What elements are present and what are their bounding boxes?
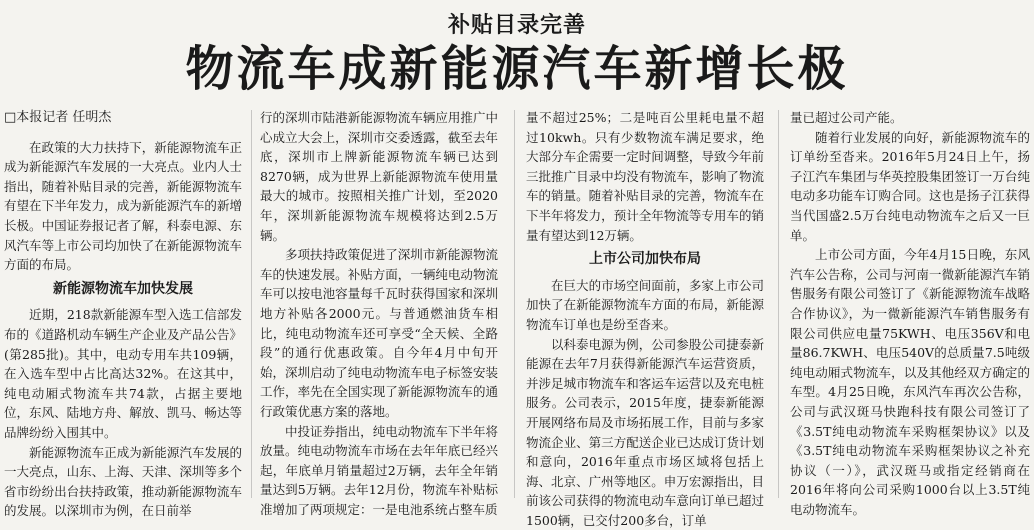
paragraph: 在政策的大力扶持下，新能源物流车正成为新能源汽车发展的一大亮点。业内人士指出，随着补贴目录的完善，新能源物流车有望在下半年发力，成为新能源汽车的新增长极。中国证券报记者了解，科泰电源、东风汽车等上市公司均加快了在新能源物流车方面的布局。: [4, 139, 242, 273]
section-subhead: 新能源物流车加快发展: [53, 280, 193, 297]
article-headline: 物流车成新能源汽车新增长极: [185, 41, 849, 97]
paragraph: 近期，218款新能源车型入选工信部发布的《道路机动车辆生产企业及产品公告》(第285批)。其中，电动专用车共109辆，在入选车型中占比高达32%。在这其中，纯电动厢式物流车共74款，占据主要地位，东风、陆地方舟、解放、凯马、畅达等品牌纷纷入围其中。: [4, 307, 242, 440]
paragraph: 行的深圳市陆港新能源物流车辆应用推广中心成立大会上，深圳市交委透露，截至去年底，深圳市上牌新能源物流车辆已达到8270辆，成为世界上新能源物流车使用量最大的城市。按照相关推广计划，至2020年，深圳新能源物流车规模将达到2.5万辆。: [260, 110, 498, 243]
section-subhead: 上市公司加快布局: [589, 251, 701, 268]
article-kicker: 补贴目录完善: [447, 13, 586, 38]
paragraph: 多项扶持政策促进了深圳市新能源物流车的快速发展。补贴方面，一辆纯电动物流车可以按电池容量每千瓦时获得国家和深圳地方补贴各2000元。与普通燃油货车相比，纯电动物流车还可享受“全天候、全路段”的通行优惠政策。自今年4月中旬开始，深圳启动了纯电动物流车电子标签安装工作，率先在全国实现了新能源物流车的通行政策优惠方案的落地。: [260, 247, 498, 419]
article-column-2: [260, 108, 498, 517]
column-divider: [251, 110, 252, 498]
paragraph: 随着行业发展的向好，新能源物流车的订单纷至沓来。2016年5月24日上午，扬子江汽车集团与华英控股集团签订一万台纯电动多功能车订购合同。这也是扬子江获得当代国盛2.5万台纯电动物流车之后又一巨单。: [790, 129, 1030, 243]
column-divider: [778, 110, 779, 498]
paragraph: 量不超过25%；二是吨百公里耗电量不超过10kwh。只有少数物流车满足要求，绝大部分车企需要一定时间调整，导致今年前三批推广目录中均没有物流车，影响了物流车的销量。随着补贴目录的完善，物流车在下半年将发力，预计全年物流等专用车的销量有望达到12万辆。: [526, 110, 764, 243]
article-column-3: [526, 108, 764, 528]
paragraph: 中投证券指出，纯电动物流车下半年将放量。纯电动物流车市场在去年年底已经兴起，年底单月销量超过2万辆，去年全年销量达到5万辆。去年12月份，物流车补贴标准增加了两项规定：一是电池系统占整车质: [260, 423, 498, 517]
byline: □本报记者 任明杰: [4, 110, 112, 125]
paragraph: 上市公司方面，今年4月15日晚，东风汽车公告称，公司与河南一微新能源汽车销售服务有限公司签订了《新能源物流车战略合作协议》，为一微新能源汽车销售服务有限公司供应电量75KWH、电压356V和电量86.7KWH、电压540V的总质量7.5吨级纯电动厢式物流车，以及其他经双方确定的车型。4月25日晚，东风汽车再次公告称，公司与武汉斑马快跑科技有限公司签订了《3.5T纯电动物流车采购框架协议》以及《3.5T纯电动物流车采购框架协议之补充协议（一）》，武汉斑马或指定经销商在2016年将向公司采购1000台以上3.5T纯电动物流车。: [790, 247, 1030, 517]
paragraph: 在巨大的市场空间面前，多家上市公司加快了在新能源物流车方面的布局，新能源物流车订单也是纷至沓来。: [526, 277, 764, 332]
paragraph: 量已超过公司产能。: [790, 110, 903, 125]
article-column-4: [790, 108, 1030, 517]
paragraph: 以科泰电源为例，公司参股公司捷泰新能源在去年7月获得新能源汽车运营资质，并涉足城市物流车和客运车运营以及充电桩服务。公司表示，2015年度，捷泰新能源开展网络布局及市场拓展工作，目前与多家物流企业、第三方配送企业已达成订货计划和意向，2016年重点市场区域将包括上海、北京、广州等地区。申万宏源指出，目前该公司获得的物流电动车意向订单已超过1500辆，已交付200多台，订单: [526, 336, 764, 528]
paragraph: 新能源物流车正成为新能源汽车发展的一大亮点，山东、上海、天津、深圳等多个省市纷纷出台扶持政策，推动新能源物流车的发展。以深圳市为例，在日前举: [4, 444, 242, 519]
column-divider: [514, 110, 515, 498]
article-column-1: [4, 108, 242, 519]
